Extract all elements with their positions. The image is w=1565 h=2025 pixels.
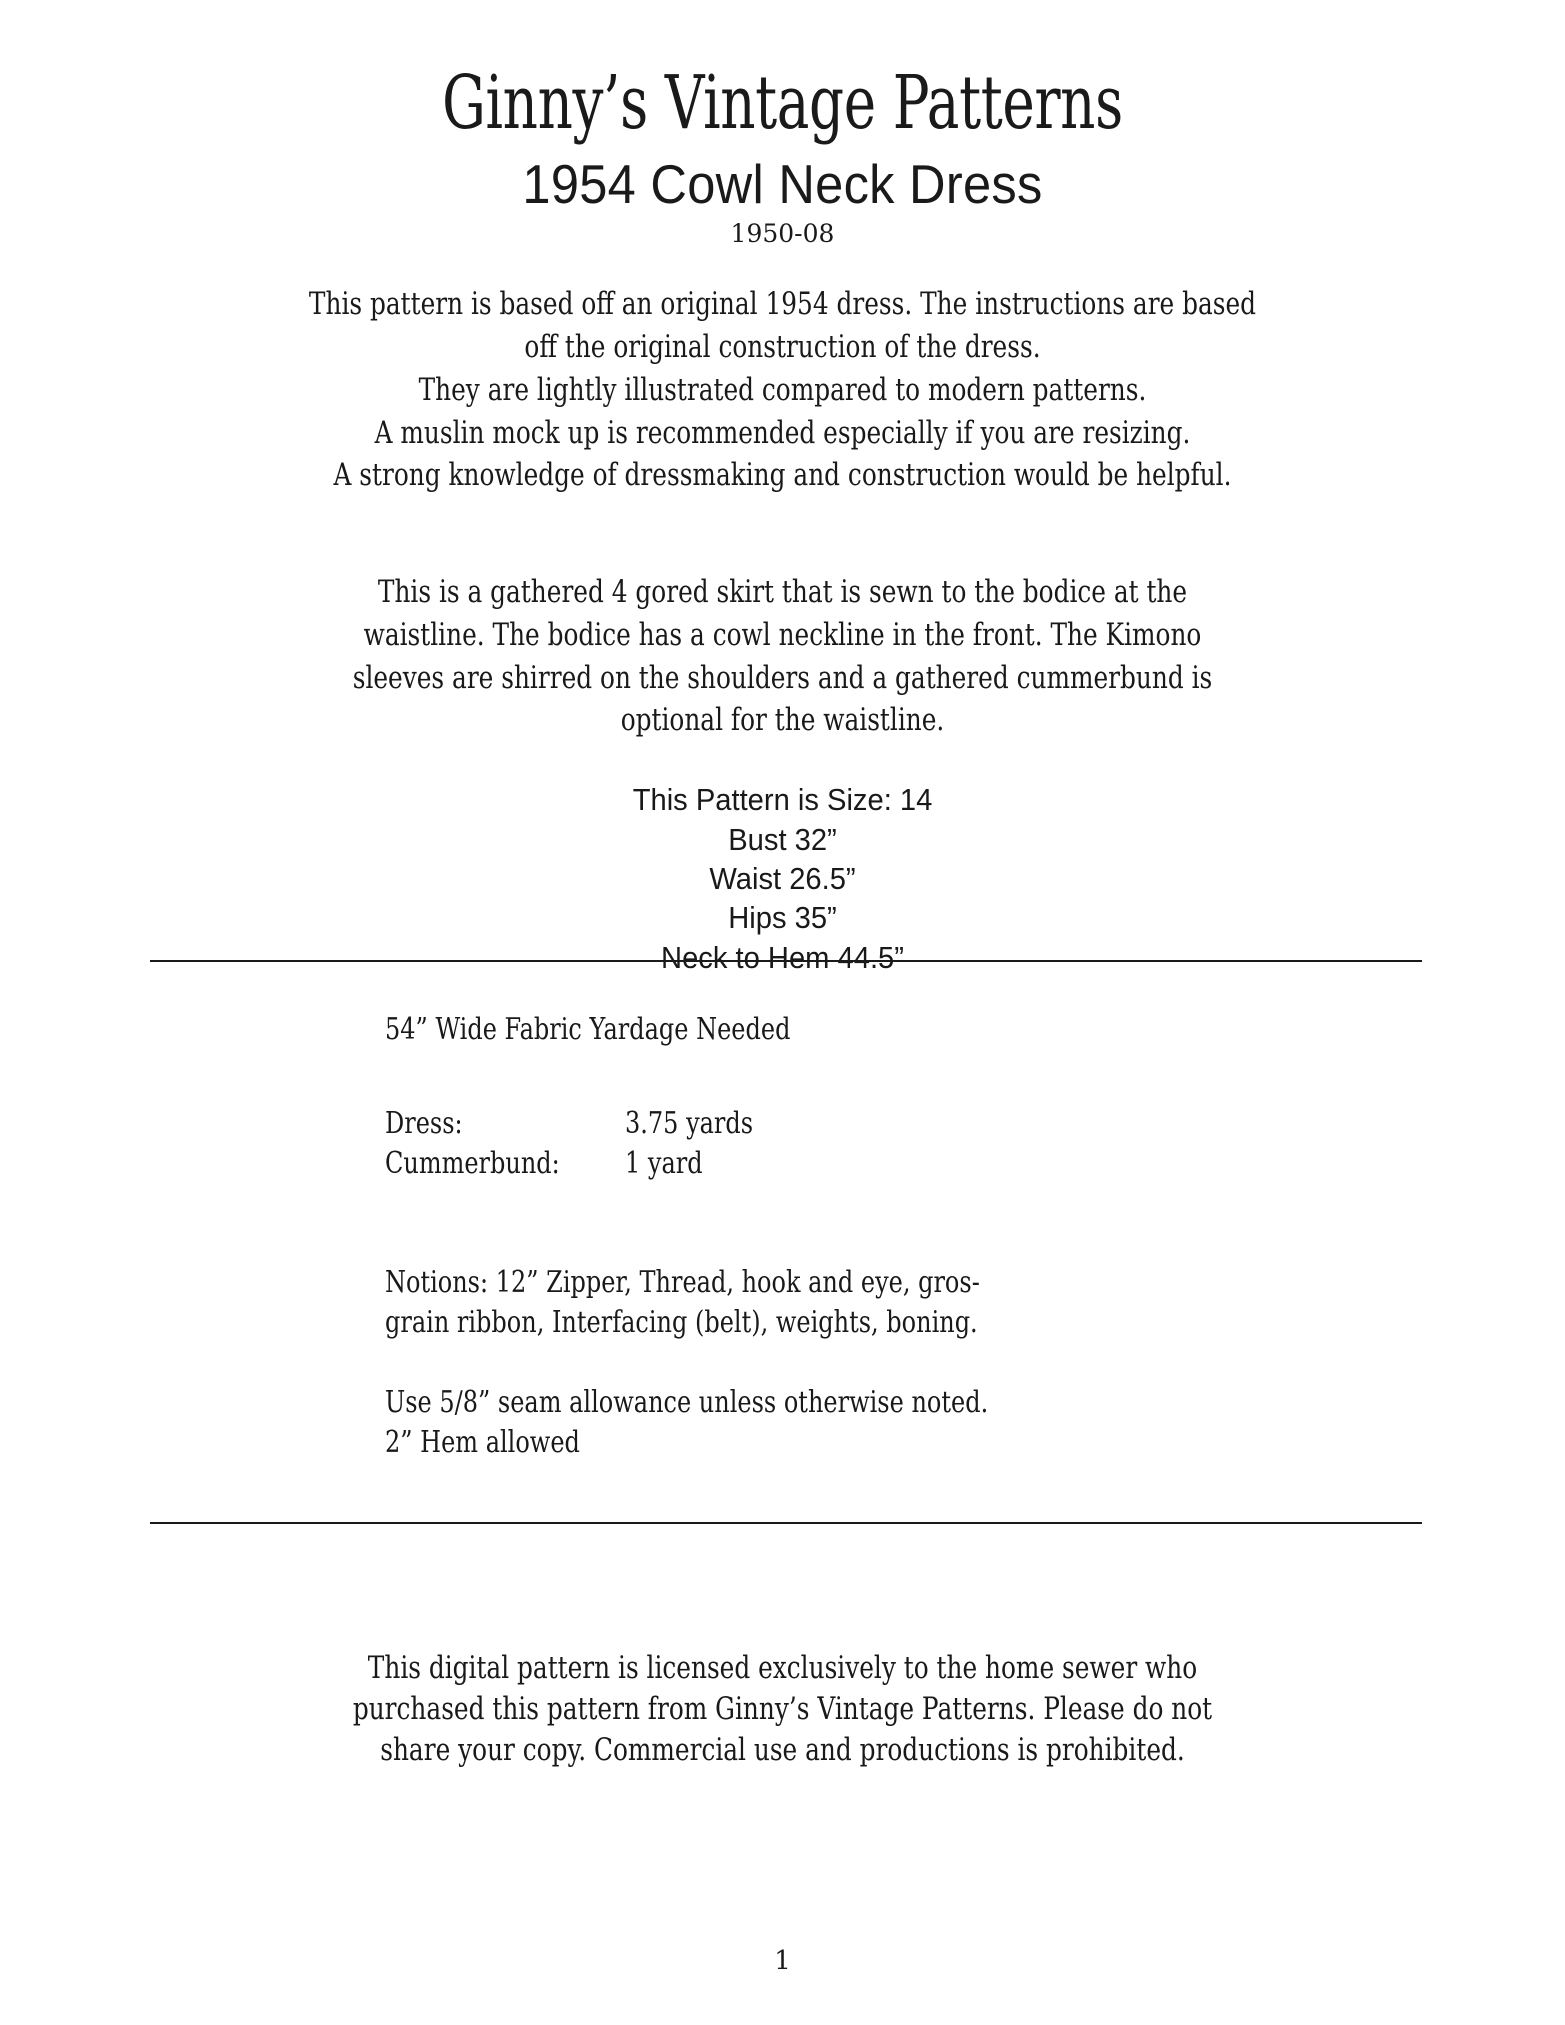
neck-to-hem-measurement: Neck to Hem 44.5”: [661, 939, 904, 975]
licence-line: This digital pattern is licensed exclusively to the home sewer who: [367, 1650, 1198, 1686]
page-number: 1: [774, 1946, 791, 1976]
intro-line: A strong knowledge of dressmaking and construction would be helpful.: [333, 457, 1232, 494]
yardage-label: Cummerbund:: [385, 1146, 560, 1182]
yardage-label: Dress:: [385, 1106, 463, 1142]
construction-line: This is a gathered 4 gored skirt that is sewn to the bodice at the: [377, 574, 1188, 611]
divider-bottom: [150, 1522, 1422, 1524]
hem-allowance-line: 2” Hem allowed: [385, 1425, 580, 1461]
yardage-heading: 54” Wide Fabric Yardage Needed: [385, 1012, 791, 1047]
bust-measurement: Bust 32”: [728, 821, 837, 857]
waist-measurement: Waist 26.5”: [709, 860, 856, 896]
construction-line: optional for the waistline.: [620, 702, 945, 739]
yardage-value: 3.75 yards: [625, 1106, 754, 1142]
divider-top: [150, 960, 1422, 962]
intro-line: This pattern is based off an original 1954 dress. The instructions are based: [308, 286, 1257, 323]
intro-line: A muslin mock up is recommended especially if you are resizing.: [374, 414, 1191, 451]
licence-line: purchased this pattern from Ginny’s Vintage Patterns. Please do not: [352, 1691, 1213, 1728]
hips-measurement: Hips 35”: [728, 900, 837, 936]
yardage-row: [385, 1144, 1185, 1184]
intro-line: off the original construction of the dress.: [524, 329, 1041, 366]
supplies-section: [385, 1010, 1185, 1463]
page-title: Ginny’s Vintage Patterns: [442, 60, 1123, 146]
seam-allowance-line: Use 5/8” seam allowance unless otherwise noted.: [385, 1384, 989, 1420]
notions-line: Notions: 12” Zipper, Thread, hook and eye, gros-: [385, 1264, 980, 1300]
construction-line: waistline. The bodice has a cowl neckline in the front. The Kimono: [363, 616, 1202, 653]
pattern-number: 1950-08: [730, 218, 835, 248]
construction-paragraph: [157, 571, 1409, 742]
spacer: [385, 1185, 1185, 1263]
intro-line: They are lightly illustrated compared to modern patterns.: [418, 371, 1147, 408]
construction-line: sleeves are shirred on the shoulders and a gathered cummerbund is: [352, 659, 1213, 696]
yardage-value: 1 yard: [625, 1146, 703, 1182]
pattern-size-line: This Pattern is Size: 14: [632, 782, 933, 818]
intro-paragraph: [157, 283, 1409, 497]
spacer: [385, 1343, 1185, 1383]
licence-line: share your copy. Commercial use and productions is prohibited.: [380, 1732, 1185, 1769]
document-header: [0, 0, 1565, 247]
page-subtitle: 1954 Cowl Neck Dress: [522, 153, 1043, 215]
measurements-block: [47, 780, 1518, 977]
notions-line: grain ribbon, Interfacing (belt), weights, boning.: [385, 1304, 978, 1340]
yardage-row: [385, 1104, 1185, 1144]
licence-notice: [157, 1648, 1409, 1772]
